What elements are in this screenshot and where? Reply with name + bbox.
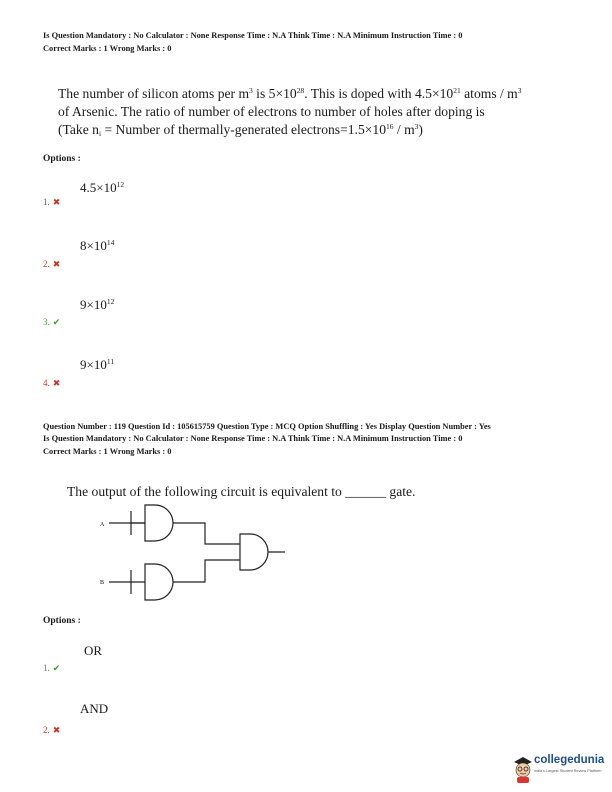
option-num: 3. bbox=[43, 317, 50, 327]
option-num: 4. bbox=[43, 378, 50, 388]
options-label-2: Options : bbox=[43, 616, 81, 626]
exponent: 16 bbox=[386, 122, 394, 131]
brand-tagline: India's Largest Student Review Platform bbox=[534, 769, 602, 773]
question-2-text: The output of the following circuit is equivalent to ______ gate. bbox=[67, 484, 416, 499]
exponent: 3 bbox=[517, 86, 522, 95]
q1-text-part: ) bbox=[418, 122, 423, 137]
exponent: 28 bbox=[296, 86, 305, 95]
question-text-line-2: of Arsenic. The ratio of number of electrons to number of holes after doping is bbox=[58, 104, 485, 119]
q1-text-part: / m bbox=[393, 122, 415, 137]
collegedunia-logo bbox=[512, 752, 608, 788]
question-meta-line-2: Correct Marks : 1 Wrong Marks : 0 bbox=[43, 44, 172, 53]
exponent: 12 bbox=[116, 180, 125, 189]
cross-icon: ✖ bbox=[52, 259, 61, 269]
option-num: 2. bbox=[43, 725, 50, 735]
gate1-output-wire bbox=[173, 523, 240, 544]
q1-text-part: = Number of thermally-generated electrons=1.5×10 bbox=[101, 122, 387, 137]
q2-option-1-value[interactable]: OR bbox=[84, 643, 103, 658]
input-a-label: A bbox=[100, 522, 105, 528]
option-1-number bbox=[43, 197, 60, 208]
exponent: 3 bbox=[249, 86, 253, 95]
and-gate-3 bbox=[240, 534, 268, 570]
option-num: 2. bbox=[43, 259, 50, 269]
option-4-value[interactable] bbox=[80, 357, 114, 373]
question-header-line-2: Is Question Mandatory : No Calculator : None Response Time : N.A Think Time : N.A Minimum Instruction Time : 0 bbox=[43, 434, 463, 443]
exponent: 21 bbox=[453, 86, 461, 95]
gate2-output-wire bbox=[173, 560, 240, 582]
brand-name: collegedunia bbox=[534, 754, 605, 766]
option-2-number bbox=[43, 259, 60, 270]
subscript: i bbox=[98, 129, 102, 138]
option-base: 9×10 bbox=[80, 357, 107, 372]
exponent: 11 bbox=[106, 357, 115, 366]
check-icon: ✔ bbox=[52, 663, 61, 673]
option-base: 4.5×10 bbox=[80, 180, 117, 195]
q1-text-part: The number of silicon atoms per m bbox=[58, 86, 250, 101]
option-num: 1. bbox=[43, 663, 50, 673]
options-label: Options : bbox=[43, 154, 81, 164]
option-3-value[interactable] bbox=[80, 297, 114, 313]
q2-option-2-value[interactable]: AND bbox=[80, 701, 109, 716]
question-meta-line-1: Is Question Mandatory : No Calculator : None Response Time : N.A Think Time : N.A Minimum Instruction Time : 0 bbox=[43, 31, 463, 40]
logic-circuit-diagram bbox=[95, 500, 295, 610]
q2-option-1-number bbox=[43, 663, 60, 674]
mascot-icon bbox=[512, 754, 534, 784]
question-text-line-3 bbox=[58, 121, 423, 139]
check-icon: ✔ bbox=[52, 317, 61, 327]
option-3-number bbox=[43, 317, 60, 328]
cross-icon: ✖ bbox=[52, 378, 61, 388]
option-4-number bbox=[43, 378, 60, 389]
q2-option-2-number bbox=[43, 725, 60, 736]
q1-text-part: is 5×10 bbox=[252, 86, 297, 101]
option-1-value[interactable] bbox=[80, 180, 124, 196]
option-base: 8×10 bbox=[80, 238, 107, 253]
option-num: 1. bbox=[43, 197, 50, 207]
q1-text-part: . This is doped with 4.5×10 bbox=[304, 86, 454, 101]
question-header-line-3: Correct Marks : 1 Wrong Marks : 0 bbox=[43, 447, 172, 456]
q1-text-part: (Take n bbox=[58, 122, 99, 137]
input-b-label: B bbox=[100, 580, 105, 586]
option-base: 9×10 bbox=[80, 297, 107, 312]
cross-icon: ✖ bbox=[52, 725, 61, 735]
q1-text-part: atoms / m bbox=[460, 86, 518, 101]
exponent: 12 bbox=[106, 297, 115, 306]
exponent: 14 bbox=[106, 238, 115, 247]
cross-icon: ✖ bbox=[52, 197, 61, 207]
exponent: 3 bbox=[414, 122, 419, 131]
option-2-value[interactable] bbox=[80, 238, 114, 254]
question-header-line-1: Question Number : 119 Question Id : 105615759 Question Type : MCQ Option Shuffling : Yes Display Question Number : Yes bbox=[43, 422, 491, 431]
question-text-line-1 bbox=[58, 85, 522, 103]
